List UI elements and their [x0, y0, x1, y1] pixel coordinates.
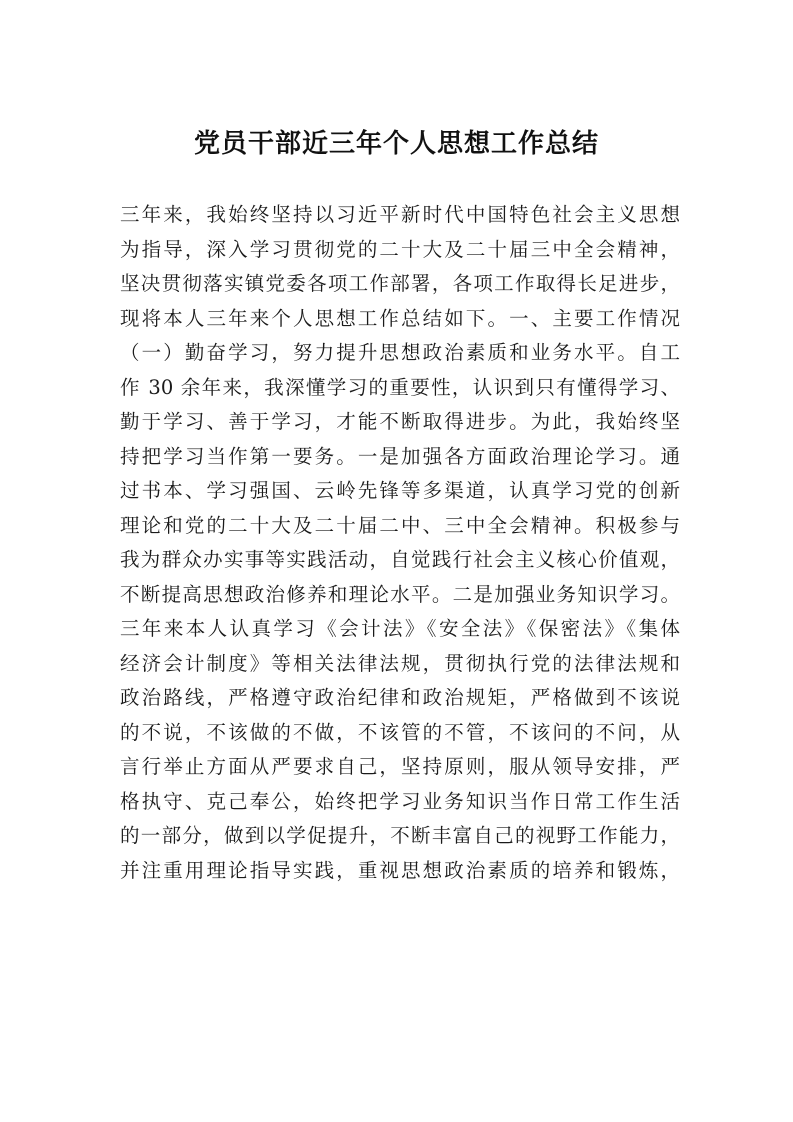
- body-line: 言行举止方面从严要求自己，坚持原则，服从领导安排，严: [120, 755, 680, 778]
- document-body: [120, 198, 680, 888]
- body-line: 我为群众办实事等实践活动，自觉践行社会主义核心价值观，: [120, 548, 680, 571]
- body-line: 过书本、学习强国、云岭先锋等多渠道，认真学习党的创新: [120, 479, 680, 502]
- body-line: 持把学习当作第一要务。一是加强各方面政治理论学习。通: [120, 444, 680, 468]
- body-line: 格执守、克己奉公，始终把学习业务知识当作日常工作生活: [120, 789, 680, 813]
- body-line: 作 30 余年来，我深懂学习的重要性，认识到只有懂得学习、: [120, 375, 680, 399]
- body-line: 理论和党的二十大及二十届二中、三中全会精神。积极参与: [120, 513, 680, 537]
- body-line: 三年来，我始终坚持以习近平新时代中国特色社会主义思想: [120, 203, 680, 226]
- body-line: 政治路线，严格遵守政治纪律和政治规矩，严格做到不该说: [120, 686, 680, 709]
- body-line: 坚决贯彻落实镇党委各项工作部署，各项工作取得长足进步，: [120, 272, 680, 295]
- body-line: 不断提高思想政治修养和理论水平。二是加强业务知识学习。: [120, 582, 680, 606]
- body-line: 的一部分，做到以学促提升，不断丰富自己的视野工作能力，: [120, 824, 680, 847]
- body-line: 经济会计制度》等相关法律法规，贯彻执行党的法律法规和: [120, 651, 680, 675]
- document-title: 党员干部近三年个人思想工作总结: [193, 129, 599, 159]
- body-line: 并注重用理论指导实践，重视思想政治素质的培养和锻炼，: [120, 858, 680, 882]
- body-line: 三年来本人认真学习《会计法》《安全法》《保密法》《集体: [120, 617, 680, 640]
- body-line: （一）勤奋学习，努力提升思想政治素质和业务水平。自工: [120, 341, 680, 364]
- body-line: 的不说，不该做的不做，不该管的不管，不该问的不问，从: [120, 720, 680, 744]
- body-line: 勤于学习、善于学习，才能不断取得进步。为此，我始终坚: [120, 410, 680, 433]
- body-line: 现将本人三年来个人思想工作总结如下。一、主要工作情况: [120, 306, 680, 330]
- body-line: 为指导，深入学习贯彻党的二十大及二十届三中全会精神，: [120, 237, 680, 261]
